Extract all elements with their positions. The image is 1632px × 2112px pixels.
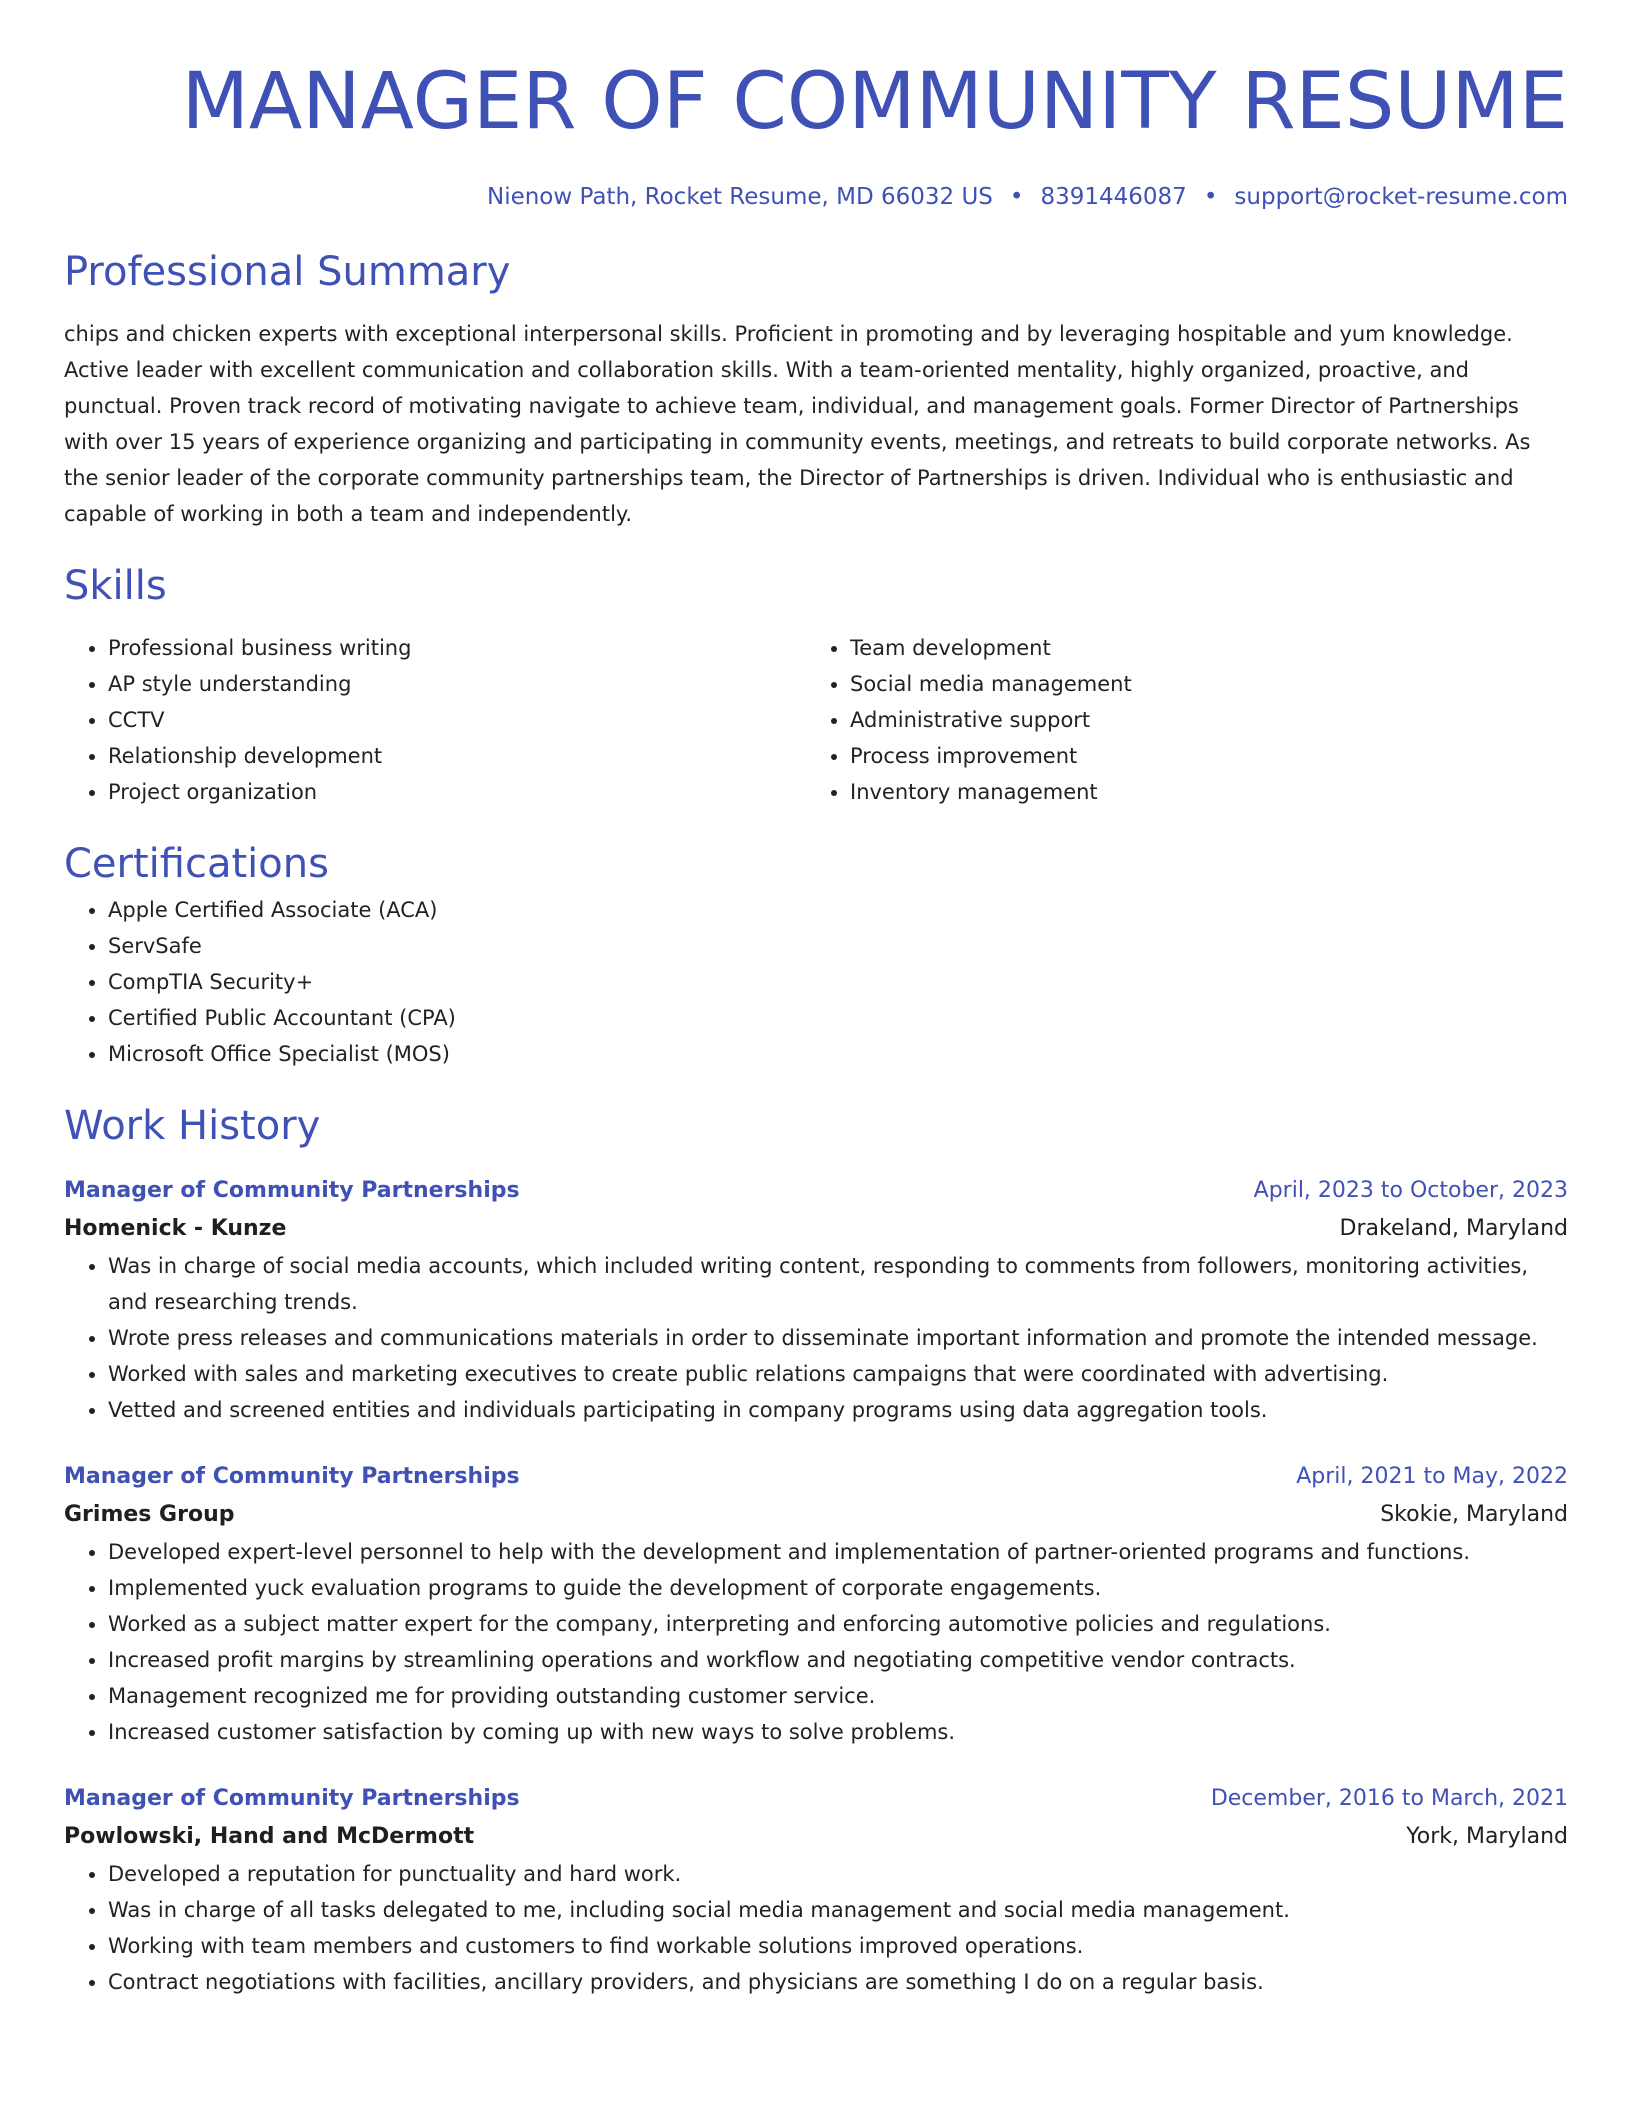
skills-grid (64, 630, 1568, 810)
job-bullet-list (64, 1248, 1568, 1428)
job-title: Manager of Community Partnerships (64, 1464, 520, 1489)
resume-page (64, 52, 1568, 2000)
job-bullet: • Working with team members and customers to find workable solutions improved operations. (108, 1928, 1568, 1964)
job-entry (64, 1172, 1568, 1428)
job-company: Grimes Group (64, 1502, 235, 1527)
job-company-row (64, 1210, 1568, 1248)
job-bullet: • Increased profit margins by streamlining operations and workflow and negotiating competitive vendor contracts. (108, 1642, 1568, 1678)
skills-list-left (64, 630, 806, 810)
certification-item: • Microsoft Office Specialist (MOS) (108, 1036, 1568, 1072)
job-bullet: • Was in charge of social media accounts, which included writing content, responding to comments from followers, monitoring activities, and researching trends. (108, 1248, 1568, 1320)
job-entry (64, 1780, 1568, 2000)
job-bullet: • Worked as a subject matter expert for the company, interpreting and enforcing automotive policies and regulations. (108, 1606, 1568, 1642)
job-dates: April, 2023 to October, 2023 (1253, 1178, 1568, 1203)
skill-item: • Inventory management (850, 774, 1548, 810)
certification-item: • ServSafe (108, 928, 1568, 964)
job-company-row (64, 1818, 1568, 1856)
skill-item: • AP style understanding (108, 666, 806, 702)
job-title-row (64, 1780, 1568, 1818)
contact-separator: • (1203, 184, 1218, 210)
skill-item: • Social media management (850, 666, 1548, 702)
job-bullet: • Wrote press releases and communications materials in order to disseminate important information and promote the intended message. (108, 1320, 1568, 1356)
job-location: York, Maryland (1406, 1824, 1568, 1849)
job-company: Homenick - Kunze (64, 1216, 287, 1241)
contact-separator: • (1009, 184, 1024, 210)
skill-item: • Team development (850, 630, 1548, 666)
skills-list-right (806, 630, 1548, 810)
job-location: Skokie, Maryland (1380, 1502, 1568, 1527)
job-location: Drakeland, Maryland (1339, 1216, 1568, 1241)
contact-email: support@rocket-resume.com (1234, 184, 1568, 210)
job-bullet: • Developed a reputation for punctuality and hard work. (108, 1856, 1568, 1892)
job-bullet: • Management recognized me for providing outstanding customer service. (108, 1678, 1568, 1714)
job-dates: December, 2016 to March, 2021 (1210, 1786, 1568, 1811)
certification-item: • Apple Certified Associate (ACA) (108, 892, 1568, 928)
resume-title: MANAGER OF COMMUNITY RESUME (181, 57, 1568, 147)
job-bullet: • Worked with sales and marketing executives to create public relations campaigns that were coordinated with advertising. (108, 1356, 1568, 1392)
contact-line (64, 180, 1568, 214)
job-entry (64, 1458, 1568, 1750)
skill-item: • CCTV (108, 702, 806, 738)
skills-column-right (806, 630, 1548, 810)
job-bullet: • Increased customer satisfaction by coming up with new ways to solve problems. (108, 1714, 1568, 1750)
skills-column-left (64, 630, 806, 810)
work-history-heading: Work History (64, 1103, 321, 1149)
job-bullet-list (64, 1856, 1568, 2000)
job-bullet-list (64, 1534, 1568, 1750)
job-bullet: • Vetted and screened entities and individuals participating in company programs using data aggregation tools. (108, 1392, 1568, 1428)
certification-item: • Certified Public Accountant (CPA) (108, 1000, 1568, 1036)
certifications-list (64, 892, 1568, 1072)
job-company-row (64, 1496, 1568, 1534)
job-bullet: • Implemented yuck evaluation programs to guide the development of corporate engagements. (108, 1570, 1568, 1606)
certifications-heading: Certifications (64, 841, 329, 887)
contact-address: Nienow Path, Rocket Resume, MD 66032 US (486, 184, 993, 210)
skills-heading: Skills (64, 563, 167, 609)
job-title: Manager of Community Partnerships (64, 1786, 520, 1811)
job-title: Manager of Community Partnerships (64, 1178, 520, 1203)
skill-item: • Professional business writing (108, 630, 806, 666)
job-dates: April, 2021 to May, 2022 (1296, 1464, 1568, 1489)
job-bullet: • Contract negotiations with facilities, ancillary providers, and physicians are something I do on a regular basis. (108, 1964, 1568, 2000)
summary-heading: Professional Summary (64, 249, 511, 295)
job-title-row (64, 1458, 1568, 1496)
job-bullet: • Was in charge of all tasks delegated to me, including social media management and social media management. (108, 1892, 1568, 1928)
job-bullet: • Developed expert-level personnel to help with the development and implementation of partner-oriented programs and functions. (108, 1534, 1568, 1570)
contact-phone: 8391446087 (1040, 184, 1187, 210)
skill-item: • Relationship development (108, 738, 806, 774)
job-title-row (64, 1172, 1568, 1210)
skill-item: • Administrative support (850, 702, 1548, 738)
certification-item: • CompTIA Security+ (108, 964, 1568, 1000)
job-company: Powlowski, Hand and McDermott (64, 1824, 475, 1849)
skill-item: • Project organization (108, 774, 806, 810)
skill-item: • Process improvement (850, 738, 1548, 774)
summary-text: chips and chicken experts with exceptional interpersonal skills. Proficient in promoting and by leveraging hospitable and yum knowledge. Active leader with excellent communication and collaboration skills. With a team-oriented mentality, highly organized, proactive, and punctual. Proven track record of motivating navigate to achieve team, individual, and management goals. Former Director of Partnerships with over 15 years of experience organizing and participating in community events, meetings, and retreats to build corporate networks. As the senior leader of the corporate community partnerships team, the Director of Partnerships is driven. Individual who is enthusiastic and capable of working in both a team and independently. (64, 322, 1531, 526)
